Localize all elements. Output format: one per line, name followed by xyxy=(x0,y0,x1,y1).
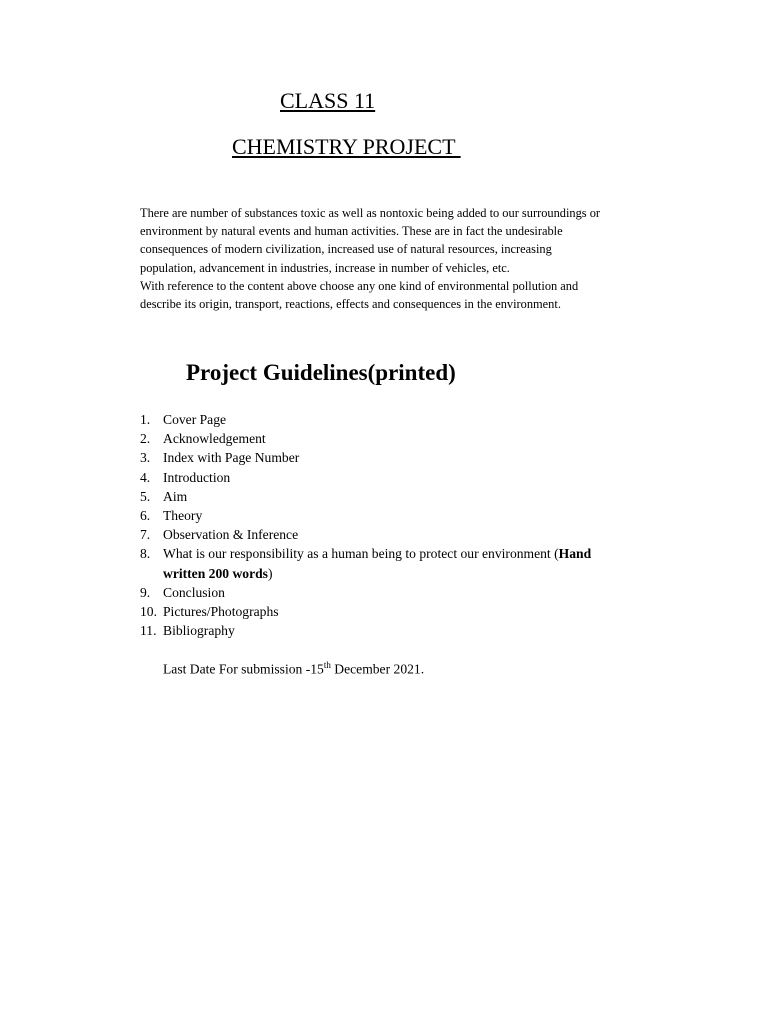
item-text: Introduction xyxy=(163,469,231,485)
item-text: Bibliography xyxy=(163,623,235,639)
item-number: 11. xyxy=(140,623,157,639)
item-number: 8. xyxy=(140,546,151,562)
intro-line: population, advancement in industries, increase in number of vehicles, etc. xyxy=(140,260,510,275)
submission-superscript: th xyxy=(323,660,331,670)
submission-prefix: Last Date For submission -15 xyxy=(163,661,324,677)
item-number: 2. xyxy=(140,431,151,447)
list-item xyxy=(140,487,680,506)
project-title: CHEMISTRY PROJECT xyxy=(232,134,461,159)
list-item xyxy=(140,429,680,448)
intro-line: describe its origin, transport, reactions, effects and consequences in the environment. xyxy=(140,297,561,312)
item-bold-text: Hand xyxy=(558,546,592,562)
item-number: 1. xyxy=(140,412,151,427)
item-text: Acknowledgement xyxy=(163,431,266,447)
item-text: Observation & Inference xyxy=(163,527,299,543)
list-item xyxy=(140,506,680,525)
intro-line: With reference to the content above choose any one kind of environmental pollution and xyxy=(140,278,579,293)
item-number: 6. xyxy=(140,508,151,524)
intro-paragraph xyxy=(140,204,680,313)
list-item xyxy=(140,544,680,582)
item-bold-text: written 200 words xyxy=(163,565,268,581)
guidelines-heading: Project Guidelines(printed) xyxy=(186,360,456,385)
item-number: 4. xyxy=(140,469,151,485)
submission-date xyxy=(163,660,424,678)
item-text: Cover Page xyxy=(163,412,227,427)
item-text: ) xyxy=(267,565,273,581)
item-number: 3. xyxy=(140,450,151,466)
item-text: Pictures/Photographs xyxy=(163,604,279,620)
list-item xyxy=(140,583,680,602)
intro-line: consequences of modern civilization, increased use of natural resources, increasing xyxy=(140,242,552,257)
intro-line: There are number of substances toxic as well as nontoxic being added to our surroundings or xyxy=(140,206,601,220)
list-item xyxy=(140,621,680,640)
item-number: 7. xyxy=(140,527,151,543)
class-title: CLASS 11 xyxy=(280,88,376,113)
item-text: Theory xyxy=(163,508,203,524)
list-item xyxy=(140,448,680,467)
list-item xyxy=(140,602,680,621)
list-item xyxy=(140,410,680,429)
item-text: What is our responsibility as a human being to protect our environment ( xyxy=(163,546,559,562)
item-number: 9. xyxy=(140,584,151,600)
item-number: 5. xyxy=(140,488,151,504)
item-number: 10. xyxy=(140,604,157,620)
item-text: Conclusion xyxy=(163,584,225,600)
guidelines-list xyxy=(140,410,680,640)
item-text: Index with Page Number xyxy=(163,450,300,466)
item-text-multiline xyxy=(163,544,680,582)
list-item xyxy=(140,468,680,487)
submission-suffix: December 2021. xyxy=(330,661,425,677)
list-item xyxy=(140,525,680,544)
intro-line: environment by natural events and human activities. These are in fact the undesirable xyxy=(140,224,563,239)
item-text: Aim xyxy=(163,488,188,504)
